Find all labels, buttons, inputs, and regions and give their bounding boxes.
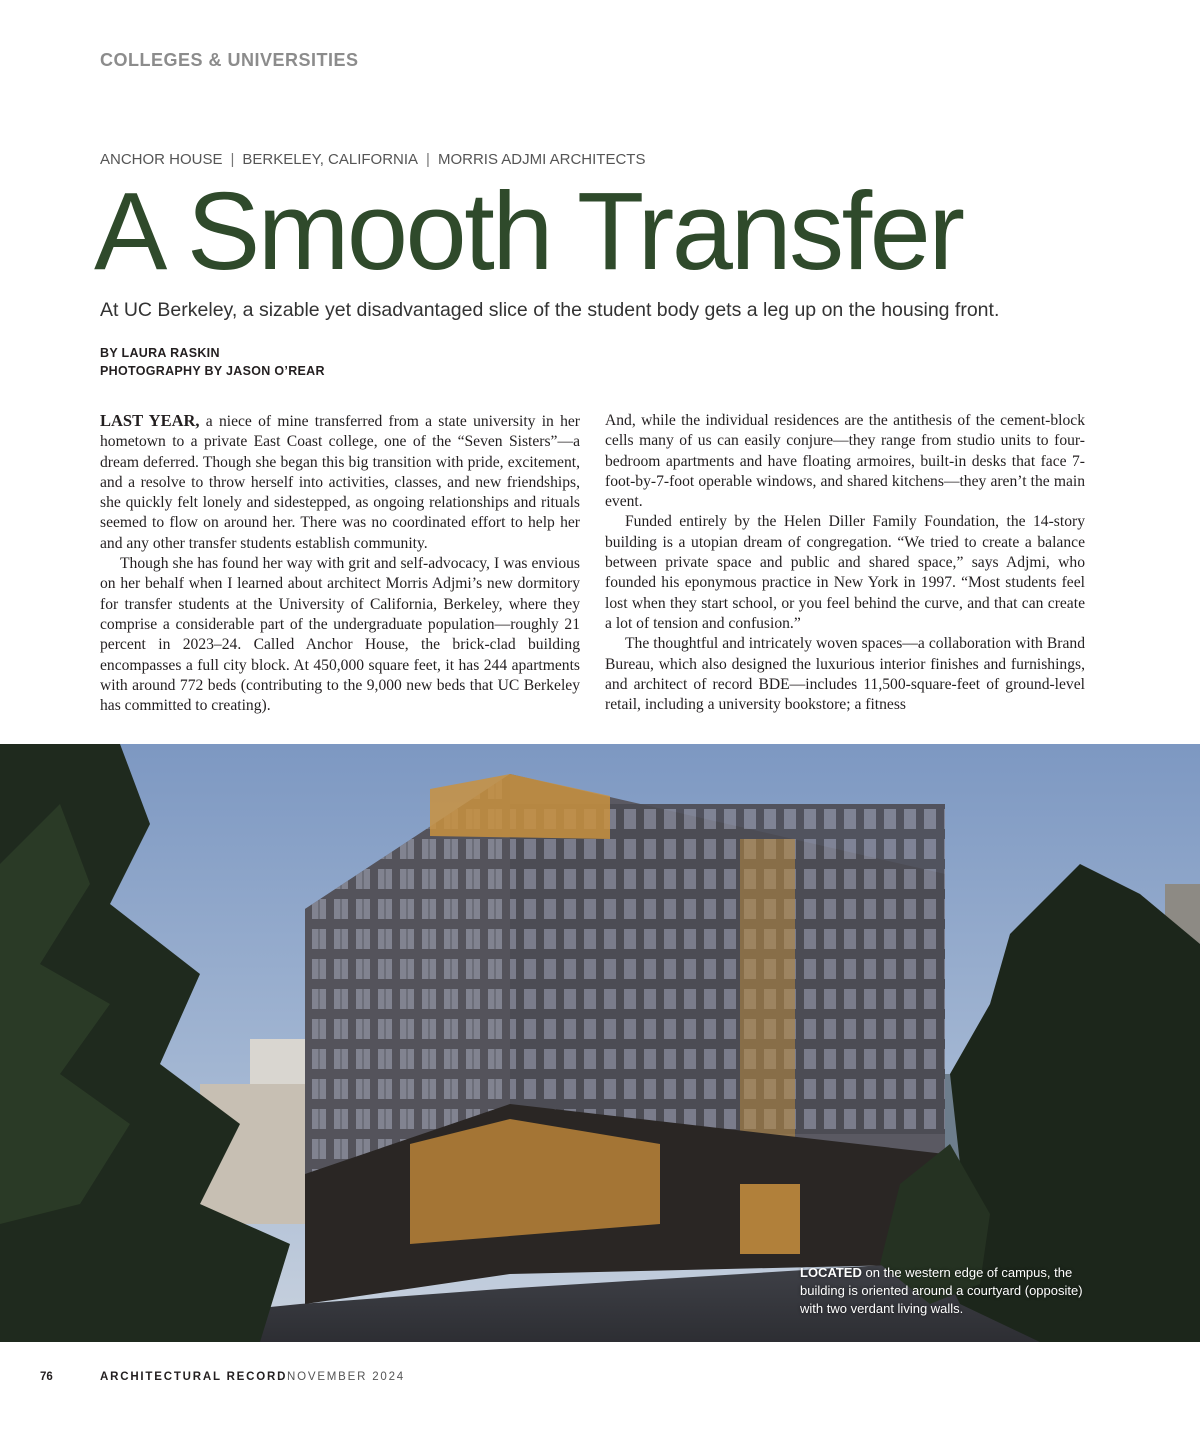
page-number: 76: [40, 1371, 53, 1383]
body-text: a niece of mine transferred from a state university in her hometown to a private East Coast college, one of the “Seven Sisters”—a dream deferred. Though she began this big transition with pride, excitement, and a resolve to throw herself into activities, classes, and new friendships, she quickly felt lonely and sidestepped, as ongoing relationships and rituals seemed to flow on around her. There was no coordinated effort to help her and any other transfer students establish community.: [100, 413, 580, 552]
kicker-architect: MORRIS ADJMI ARCHITECTS: [437, 151, 646, 168]
lead-in: LAST YEAR,: [100, 411, 200, 430]
body-paragraph: Though she has found her way with grit and self-advocacy, I was envious on her behalf when I learned about architect Morris Adjmi’s new dormitory for transfer students at the University of California, Berkeley, where they comprise a considerable part of the undergraduate population—roughly 21 percent in 2023–24. Called Anchor House, the brick-clad building encompasses a full city block. At 450,000 square feet, it has 244 apartments with around 772 beds (contributing to the 9,000 new beds that UC Berkeley has committed to creating).: [100, 555, 580, 715]
body-paragraph: Funded entirely by the Helen Diller Family Foundation, the 14-story building is a utopian dream of congregation. “We tried to create a balance between private space and public and shared space,” says Adjmi, who founded his eponymous practice in New York in 1997. “Most students feel lost when they start school, or you feel behind the curve, and that can create a lot of tension and confusion.”: [605, 513, 1085, 632]
body-column-left: [100, 411, 580, 716]
byline-photographer: PHOTOGRAPHY BY JASON O’REAR: [100, 364, 325, 378]
body-paragraph: And, while the individual residences are the antithesis of the cement-block cells many of us can easily conjure—they range from studio units to four-bedroom apartments and have floating armoires, built-in desks that face 7-foot-by-7-foot operable windows, and shared kitchens—they aren’t the main event.: [605, 412, 1085, 511]
building-photo-illustration: [0, 744, 1200, 1342]
section-label: COLLEGES & UNIVERSITIES: [100, 50, 359, 70]
hero-photo: [0, 744, 1200, 1342]
body-paragraph: The thoughtful and intricately woven spaces—a collaboration with Brand Bureau, which also designed the luxurious interior finishes and furnishings, and architect of record BDE—includes 11,500-square-feet of ground-level retail, including a university bookstore; a fitness: [605, 635, 1085, 714]
caption-lead: LOCATED: [800, 1265, 862, 1280]
byline: [100, 344, 325, 380]
kicker-separator: |: [426, 151, 430, 168]
photo-caption: [800, 1264, 1090, 1318]
headline: A Smooth Transfer: [94, 170, 963, 293]
kicker-location: BERKELEY, CALIFORNIA: [242, 151, 419, 168]
body-column-right: [605, 411, 1085, 715]
issue-date: NOVEMBER 2024: [287, 1371, 405, 1383]
byline-author: BY LAURA RASKIN: [100, 346, 220, 360]
caption-text: on the western edge of campus, the building is oriented around a courtyard (opposite) with two verdant living walls.: [800, 1265, 1083, 1316]
body-paragraph: [100, 411, 580, 554]
publication-name: ARCHITECTURAL RECORD: [100, 1371, 288, 1383]
kicker-project: ANCHOR HOUSE: [100, 151, 223, 168]
dek: At UC Berkeley, a sizable yet disadvantaged slice of the student body gets a leg up on the housing front.: [100, 299, 1000, 321]
kicker: [100, 151, 645, 168]
kicker-separator: |: [230, 151, 235, 168]
